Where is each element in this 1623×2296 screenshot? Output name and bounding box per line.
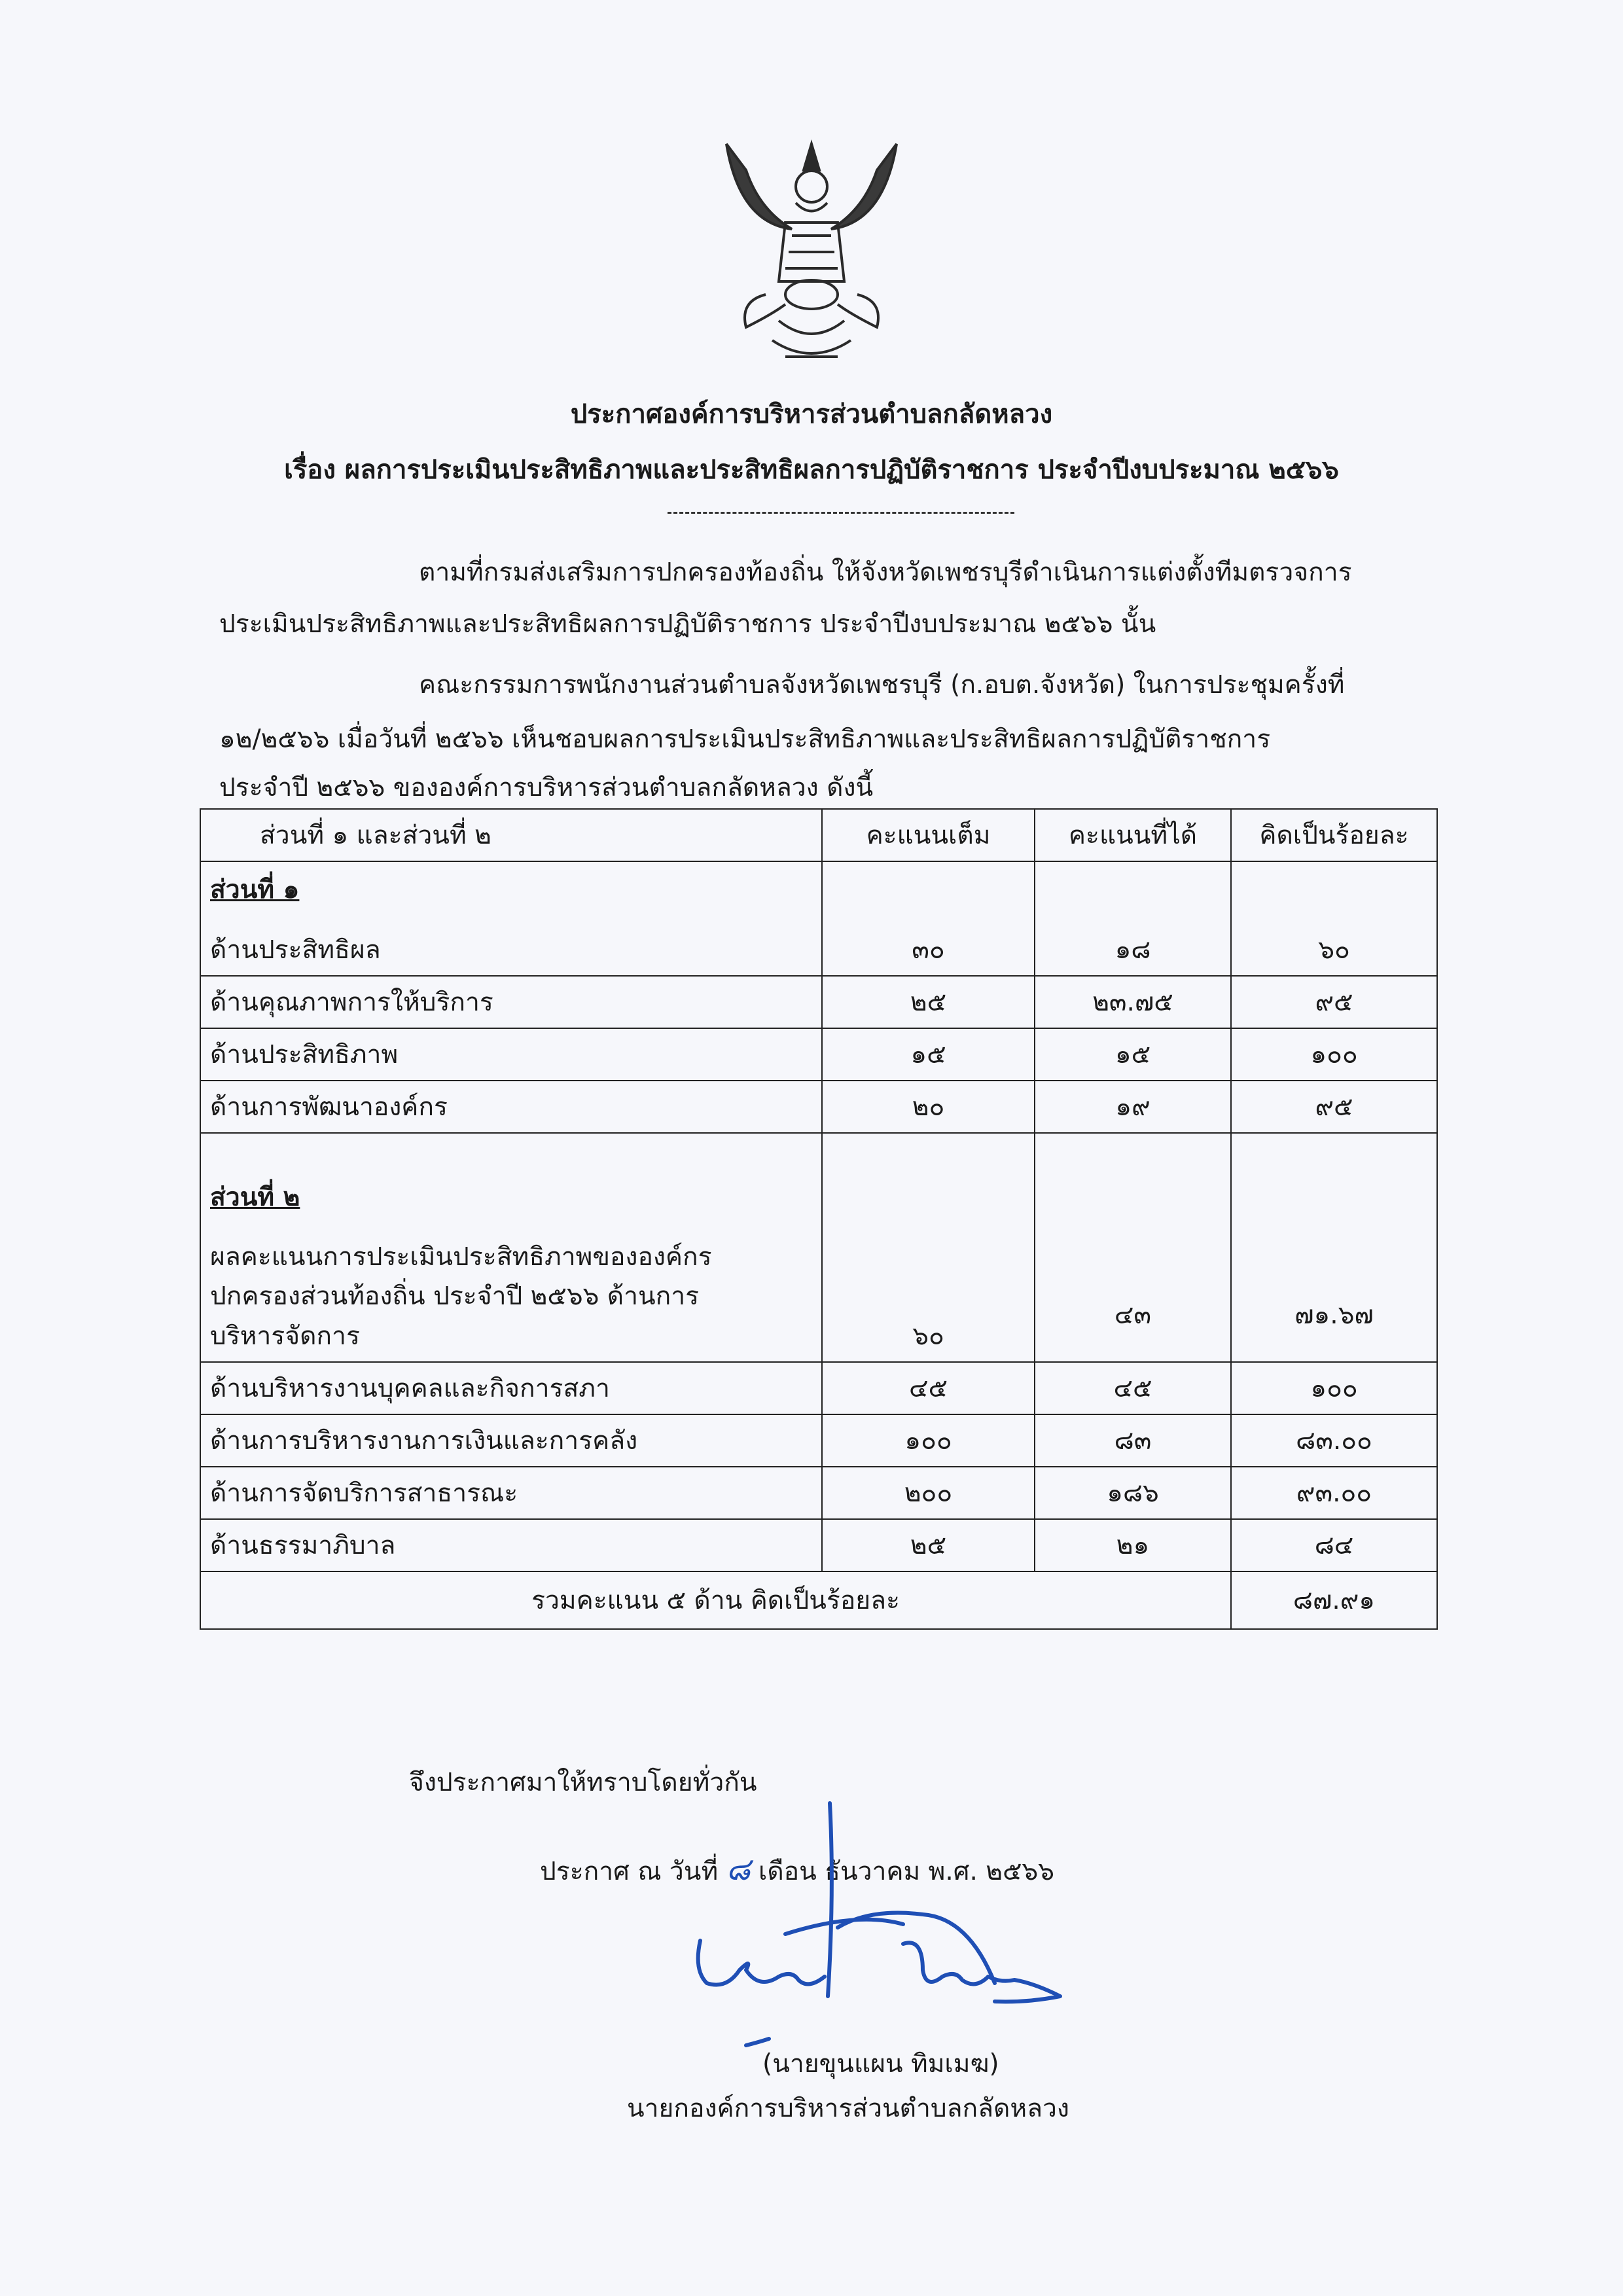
total-row bbox=[200, 1571, 1437, 1629]
header-score-received: คะแนนที่ได้ bbox=[1035, 809, 1231, 861]
title-divider bbox=[668, 512, 1014, 514]
row-label: ด้านการบริหารงานการเงินและการคลัง bbox=[200, 1414, 822, 1467]
part-2-heading: ส่วนที่ ๒ bbox=[210, 1183, 300, 1213]
body-line-4: ๑๒/๒๕๖๖ เมื่อวันที่ ๒๕๖๖ เห็นชอบผลการประเมินประสิทธิภาพและประสิทธิผลการปฏิบัติราชการ bbox=[219, 725, 1271, 754]
row-label: ส่วนที่ ๑ ด้านประสิทธิผล bbox=[200, 861, 822, 976]
table-row: ด้านการพัฒนาองค์กร ๒๐ ๑๙ ๙๕ bbox=[200, 1081, 1437, 1133]
announcement-date: ประกาศ ณ วันที่ ๘ เดือน ธันวาคม พ.ศ. ๒๕๖๖ bbox=[540, 1851, 1055, 1888]
row-label: ด้านประสิทธิภาพ bbox=[200, 1028, 822, 1081]
document-subject: เรื่อง ผลการประเมินประสิทธิภาพและประสิทธิผลการปฏิบัติราชการ ประจำปีงบประมาณ ๒๕๖๖ bbox=[284, 455, 1339, 485]
table-header-row bbox=[200, 809, 1437, 861]
table-row: ด้านประสิทธิภาพ ๑๕ ๑๕ ๑๐๐ bbox=[200, 1028, 1437, 1081]
part-1-heading: ส่วนที่ ๑ bbox=[210, 875, 300, 905]
score-table bbox=[200, 808, 1438, 1630]
header-percentage: คิดเป็นร้อยละ bbox=[1231, 809, 1437, 861]
garuda-emblem-icon bbox=[720, 131, 903, 373]
table-row: ด้านการจัดบริการสาธารณะ ๒๐๐ ๑๘๖ ๙๓.๐๐ bbox=[200, 1467, 1437, 1519]
table-row: ส่วนที่ ๑ ด้านประสิทธิผล ๓๐ ๑๘ ๖๐ bbox=[200, 861, 1437, 976]
signer-name: (นายขุนแผน ทิมเมฆ) bbox=[762, 2049, 999, 2079]
table-row: ด้านธรรมาภิบาล ๒๕ ๒๑ ๘๔ bbox=[200, 1519, 1437, 1571]
header-part: ส่วนที่ ๑ และส่วนที่ ๒ bbox=[200, 809, 822, 861]
table-row: ด้านการบริหารงานการเงินและการคลัง ๑๐๐ ๘๓ ๘๓.๐๐ bbox=[200, 1414, 1437, 1467]
signature-icon bbox=[687, 1793, 1093, 2075]
row-label: ด้านคุณภาพการให้บริการ bbox=[200, 976, 822, 1028]
announcement-line: จึงประกาศมาให้ทราบโดยทั่วกัน bbox=[409, 1768, 757, 1797]
total-label: รวมคะแนน ๕ ด้าน คิดเป็นร้อยละ bbox=[200, 1571, 1231, 1629]
table-row: ด้านคุณภาพการให้บริการ ๒๕ ๒๓.๗๕ ๙๕ bbox=[200, 976, 1437, 1028]
body-line-3: คณะกรรมการพนักงานส่วนตำบลจังหวัดเพชรบุรี (ก.อบต.จังหวัด) ในการประชุมครั้งที่ bbox=[419, 670, 1345, 700]
row-label: ด้านบริหารงานบุคคลและกิจการสภา bbox=[200, 1362, 822, 1414]
table-row: ด้านบริหารงานบุคคลและกิจการสภา ๔๕ ๔๕ ๑๐๐ bbox=[200, 1362, 1437, 1414]
header-full-score: คะแนนเต็ม bbox=[822, 809, 1035, 861]
row-label: ด้านธรรมาภิบาล bbox=[200, 1519, 822, 1571]
body-line-1: ตามที่กรมส่งเสริมการปกครองท้องถิ่น ให้จังหวัดเพชรบุรีดำเนินการแต่งตั้งทีมตรวจการ bbox=[419, 558, 1352, 587]
body-line-5: ประจำปี ๒๕๖๖ ขององค์การบริหารส่วนตำบลกลัดหลวง ดังนี้ bbox=[219, 773, 874, 802]
document-title: ประกาศองค์การบริหารส่วนตำบลกลัดหลวง bbox=[570, 399, 1053, 429]
row-label: ส่วนที่ ๒ ผลคะแนนการประเมินประสิทธิภาพขององค์กร ปกครองส่วนท้องถิ่น ประจำปี ๒๕๖๖ ด้านการ บริหารจัดการ bbox=[200, 1133, 822, 1362]
body-line-2: ประเมินประสิทธิภาพและประสิทธิผลการปฏิบัติราชการ ประจำปีงบประมาณ ๒๕๖๖ นั้น bbox=[219, 609, 1156, 639]
row-label: ด้านการจัดบริการสาธารณะ bbox=[200, 1467, 822, 1519]
table-row: ส่วนที่ ๒ ผลคะแนนการประเมินประสิทธิภาพขององค์กร ปกครองส่วนท้องถิ่น ประจำปี ๒๕๖๖ ด้านการ บริหารจัดการ ๖๐ ๔๓ ๗๑.๖๗ bbox=[200, 1133, 1437, 1362]
signer-position: นายกองค์การบริหารส่วนตำบลกลัดหลวง bbox=[627, 2094, 1069, 2123]
handwritten-day: ๘ bbox=[726, 1851, 751, 1888]
total-percentage: ๘๗.๙๑ bbox=[1231, 1571, 1437, 1629]
row-label: ด้านการพัฒนาองค์กร bbox=[200, 1081, 822, 1133]
